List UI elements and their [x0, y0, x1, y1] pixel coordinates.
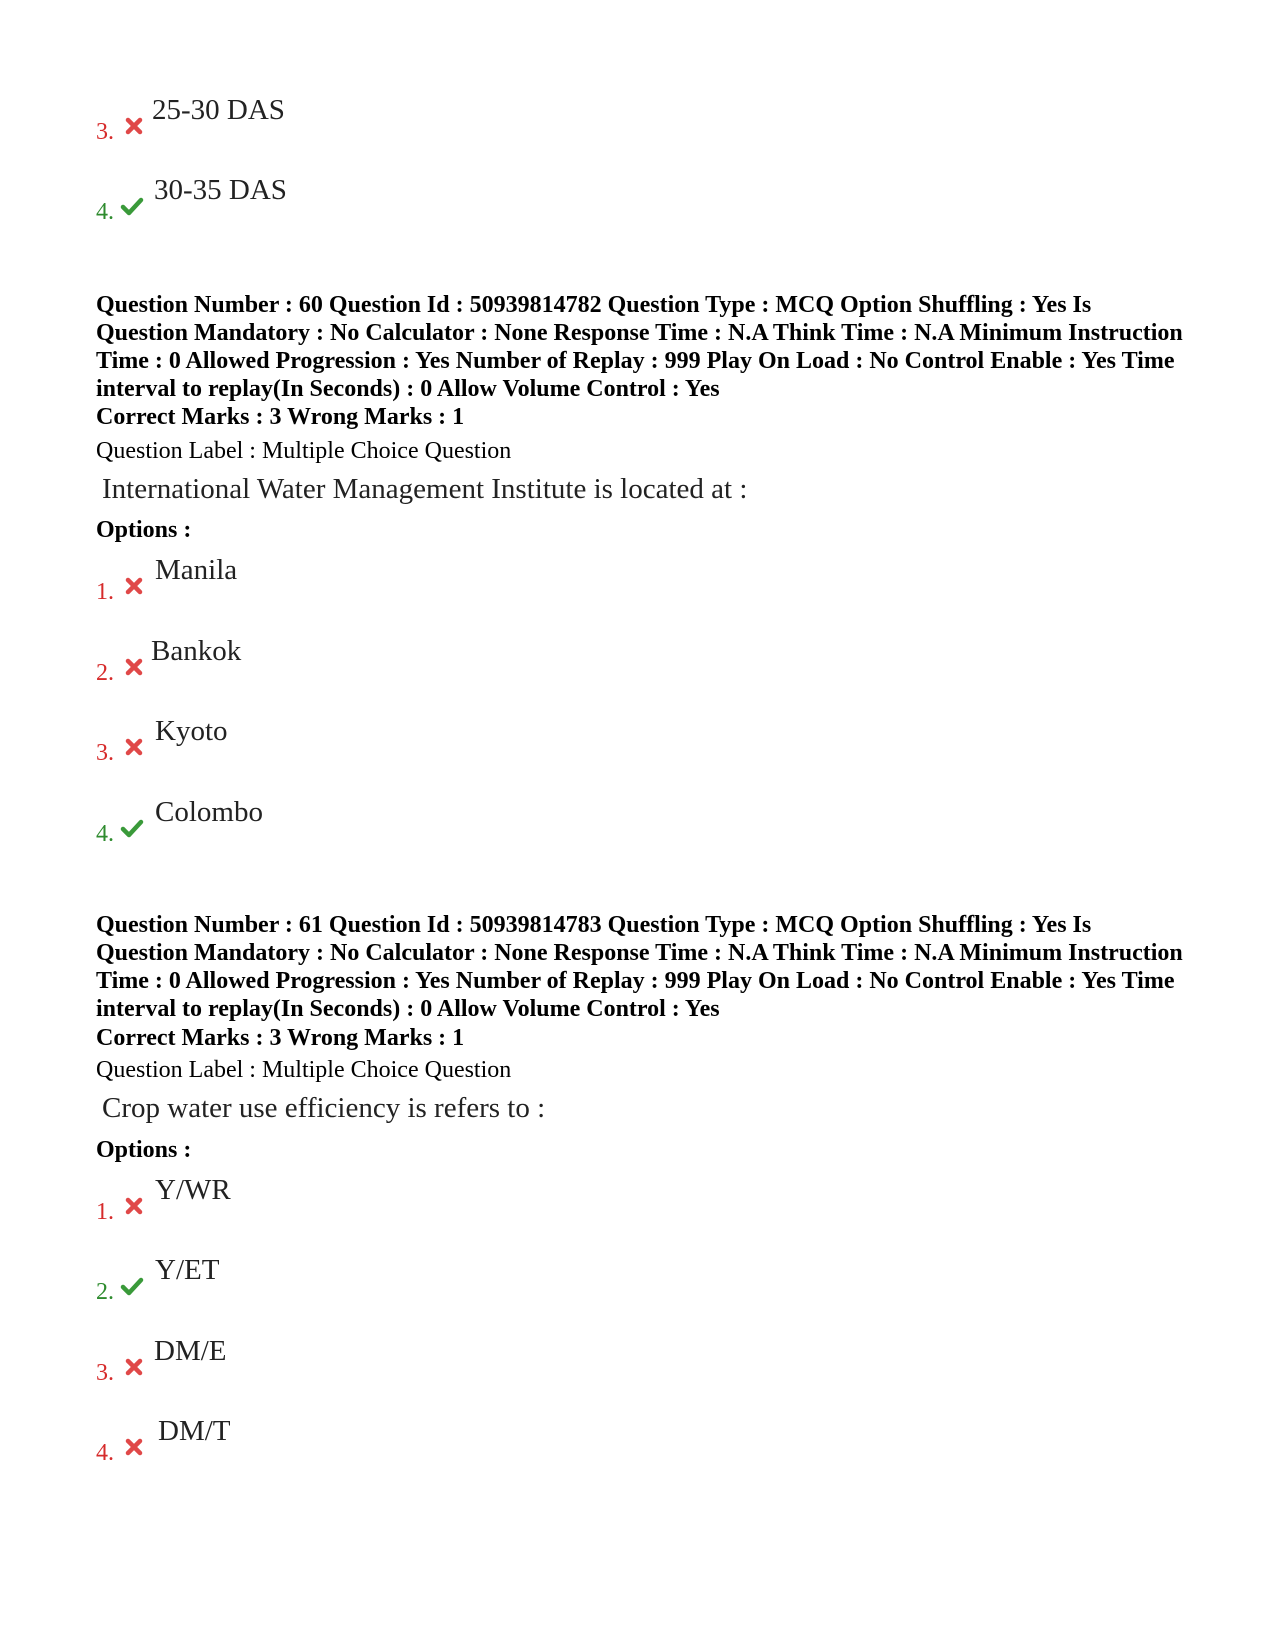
option-text: DM/E: [154, 1335, 227, 1367]
question-text: Crop water use efficiency is refers to :: [102, 1092, 546, 1124]
cross-icon: [122, 655, 146, 679]
option-text: Manila: [155, 554, 238, 586]
question-text: International Water Management Institute is located at :: [102, 473, 748, 505]
option-text: Kyoto: [155, 715, 228, 747]
question-meta: Question Number : 61 Question Id : 50939814783 Question Type : MCQ Option Shuffling : Yes Is Question Mandatory : No Calculator : None Response Time : N.A Think Time : N.A Minimum Instruction Time : 0 Allowed Progression : Yes Number of Replay : 999 Play On Load : No Control Enable : Yes Time interval to replay(In Seconds) : 0 Allow Volume Control : Yes: [96, 912, 1183, 1022]
option-number: 1.: [96, 579, 114, 605]
cross-icon: [122, 114, 146, 138]
question-label: Question Label : Multiple Choice Question: [96, 438, 512, 464]
option-number: 3.: [96, 119, 114, 145]
question-meta: Question Number : 60 Question Id : 50939814782 Question Type : MCQ Option Shuffling : Yes Is Question Mandatory : No Calculator : None Response Time : N.A Think Time : N.A Minimum Instruction Time : 0 Allowed Progression : Yes Number of Replay : 999 Play On Load : No Control Enable : Yes Time interval to replay(In Seconds) : 0 Allow Volume Control : Yes: [96, 292, 1183, 402]
option-number: 4.: [96, 821, 114, 847]
option-text: 25-30 DAS: [152, 94, 285, 126]
question-marks: Correct Marks : 3 Wrong Marks : 1: [96, 404, 465, 430]
check-icon: [120, 194, 144, 218]
option-number: 2.: [96, 660, 114, 686]
cross-icon: [122, 1435, 146, 1459]
cross-icon: [122, 574, 146, 598]
option-text: Bankok: [151, 635, 242, 667]
option-text: Colombo: [155, 796, 263, 828]
cross-icon: [122, 1355, 146, 1379]
option-text: Y/ET: [155, 1254, 220, 1286]
check-icon: [120, 816, 144, 840]
option-number: 1.: [96, 1199, 114, 1225]
question-label: Question Label : Multiple Choice Question: [96, 1057, 512, 1083]
option-text: Y/WR: [155, 1174, 231, 1206]
options-heading: Options :: [96, 517, 192, 543]
option-text: DM/T: [158, 1415, 231, 1447]
cross-icon: [122, 735, 146, 759]
option-text: 30-35 DAS: [154, 174, 287, 206]
option-number: 4.: [96, 199, 114, 225]
option-number: 4.: [96, 1440, 114, 1466]
check-icon: [120, 1274, 144, 1298]
cross-icon: [122, 1194, 146, 1218]
option-number: 2.: [96, 1279, 114, 1305]
option-number: 3.: [96, 1360, 114, 1386]
question-marks: Correct Marks : 3 Wrong Marks : 1: [96, 1025, 465, 1051]
options-heading: Options :: [96, 1137, 192, 1163]
option-number: 3.: [96, 740, 114, 766]
